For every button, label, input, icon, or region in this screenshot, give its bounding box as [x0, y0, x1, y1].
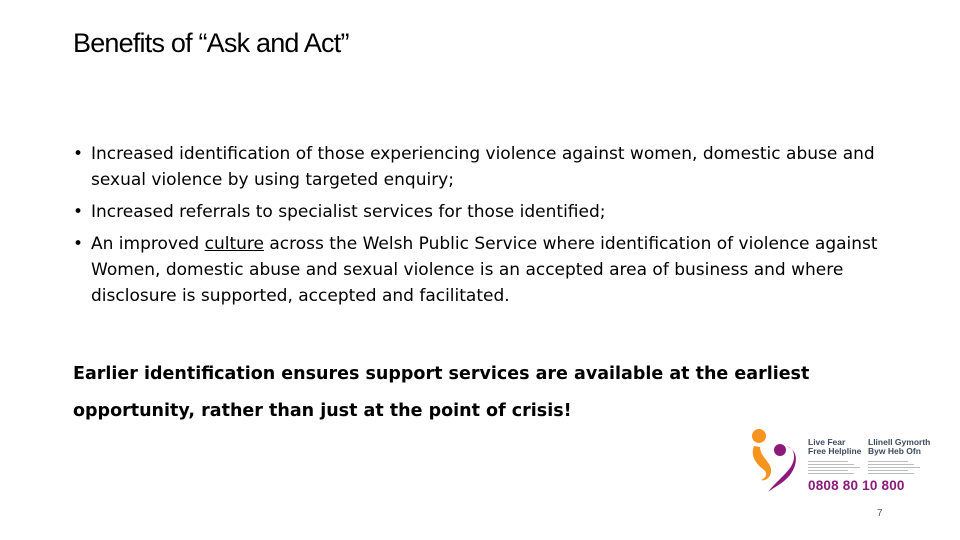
fine-print-line: [868, 473, 914, 474]
fine-print-line: [868, 467, 920, 468]
closing-statement: Earlier identification ensures support services are available at the earliest opportunity, rather than just at the point of crisis!: [73, 364, 810, 421]
bullet-marker: •: [73, 202, 84, 222]
helpline-fine-print-welsh: [868, 459, 924, 475]
fine-print-line: [808, 473, 854, 474]
slide-title: Benefits of “Ask and Act”: [73, 28, 349, 58]
helpline-emblem-icon: [746, 426, 802, 496]
fine-print-line: [808, 464, 854, 465]
helpline-fine-print-english: [808, 459, 864, 475]
helpline-name-english: Live Fear Free Helpline: [808, 437, 862, 456]
page-number: 7: [877, 508, 883, 519]
bullet-text-end: across the Welsh Public Service where identification of violence against Women, domestic abuse and sexual violence is an accepted area of business and where disclosure is supported, accepted and facilitated.: [91, 234, 878, 306]
bullet-text: Increased identification of those experiencing violence against women, domestic abuse and sexual violence by using targeted enquiry;: [91, 144, 875, 190]
fine-print-line: [808, 470, 848, 471]
benefits-list: [73, 141, 903, 315]
helpline-phone-number: 0808 80 10 800: [808, 478, 905, 493]
bullet-text-start: An improved: [91, 234, 205, 254]
fine-print-line: [868, 470, 908, 471]
bullet-item: [73, 231, 903, 309]
helpline-logo: [746, 424, 936, 499]
bullet-text: [91, 234, 878, 306]
helpline-name-welsh: Llinell Gymorth Byw Heb Ofn: [868, 437, 931, 456]
bullet-item: [73, 199, 903, 225]
bullet-item: [73, 141, 903, 193]
fine-print-line: [808, 467, 860, 468]
bullet-marker: •: [73, 144, 84, 164]
bullet-text: Increased referrals to specialist services for those identified;: [91, 202, 606, 222]
bullet-marker: •: [73, 234, 84, 254]
fine-print-line: [868, 461, 908, 462]
fine-print-line: [868, 464, 914, 465]
fine-print-line: [808, 461, 848, 462]
underlined-word: culture: [204, 234, 264, 254]
